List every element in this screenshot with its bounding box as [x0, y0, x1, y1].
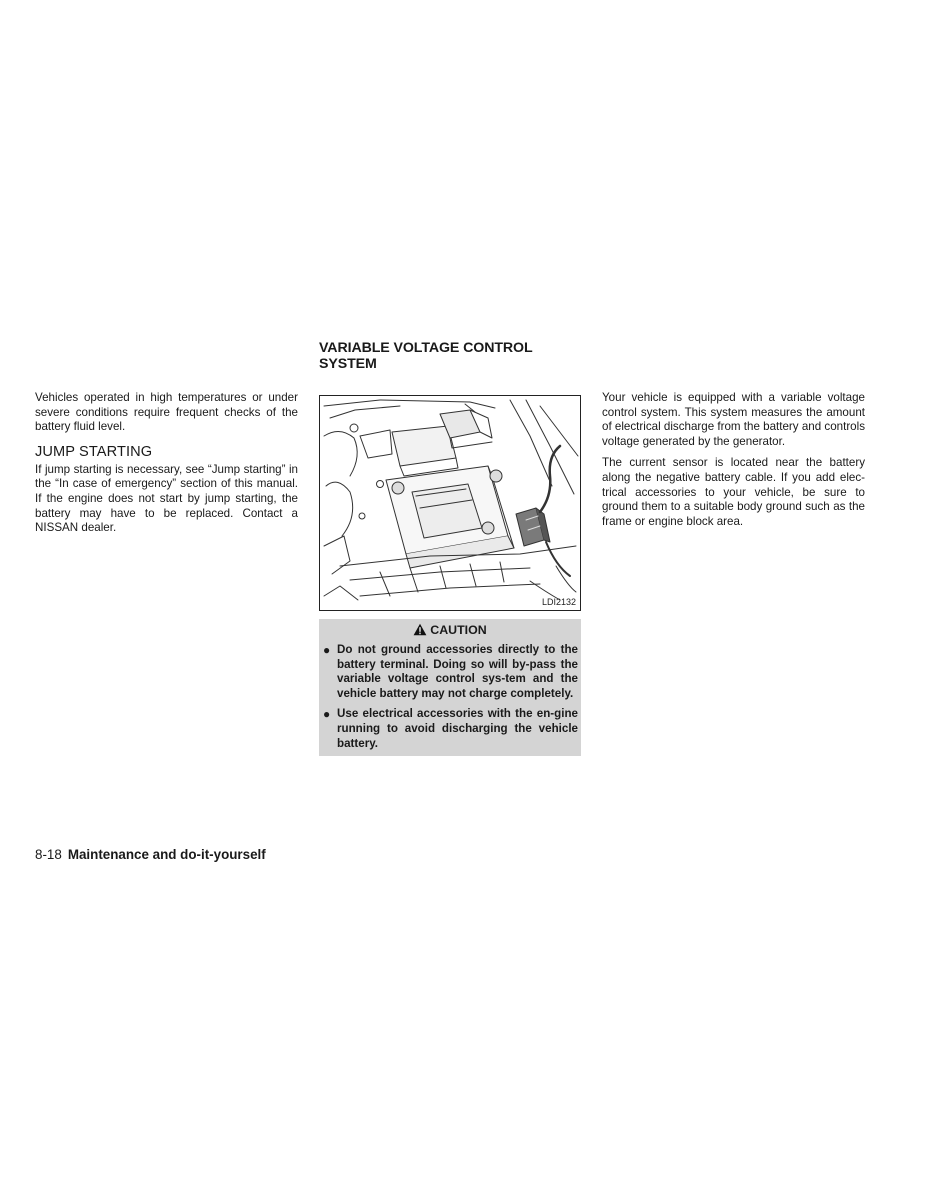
- vvc-description-paragraph: Your vehicle is equipped with a variable voltage control system. This system measures the amount of electrical discharge from the battery and controls voltage generated by the generator.: [602, 391, 865, 448]
- caution-item: [322, 643, 578, 701]
- current-sensor-paragraph: The current sensor is located near the battery along the negative battery cable. If you add elec-trical accessories to your vehicle, be sure to ground them to a suitable body ground such as the frame or engine block area.: [602, 456, 865, 528]
- section-heading-line-2: SYSTEM: [319, 356, 377, 372]
- caution-box: [319, 619, 581, 756]
- left-column: [35, 391, 298, 536]
- caution-item: [322, 707, 578, 751]
- middle-column: [319, 340, 581, 756]
- caution-item-text: Do not ground accessories directly to the battery terminal. Doing so will by-pass the variable voltage control sys-tem and the vehicle battery may not charge completely.: [337, 643, 578, 700]
- chapter-title: Maintenance and do-it-yourself: [67, 847, 266, 862]
- page-number: 8-18: [35, 847, 62, 862]
- battery-figure: [319, 395, 581, 611]
- warning-triangle-icon: [413, 623, 427, 640]
- jump-starting-paragraph: If jump starting is necessary, see “Jump starting” in the “In case of emergency” section of this manual. If the engine does not start by jump starting, the battery may have to be replaced. Contact a NISSAN dealer.: [35, 462, 298, 535]
- jump-starting-heading: JUMP STARTING: [35, 443, 153, 460]
- right-column: [602, 391, 865, 529]
- figure-code: LDI2132: [541, 597, 576, 607]
- caution-title: CAUTION: [430, 623, 487, 637]
- caution-item-text: Use electrical accessories with the en-gine running to avoid discharging the vehicle battery.: [337, 707, 578, 750]
- bullet-icon: ●: [323, 643, 331, 657]
- battery-fluid-paragraph: Vehicles operated in high temperatures or under severe conditions require frequent checks of the battery fluid level.: [35, 391, 298, 434]
- bullet-icon: ●: [323, 707, 331, 722]
- caution-header: [322, 622, 578, 640]
- section-heading-line-1: VARIABLE VOLTAGE CONTROL: [319, 340, 533, 356]
- battery-illustration: [320, 396, 580, 610]
- page-footer: [35, 847, 266, 863]
- section-heading: [319, 340, 581, 372]
